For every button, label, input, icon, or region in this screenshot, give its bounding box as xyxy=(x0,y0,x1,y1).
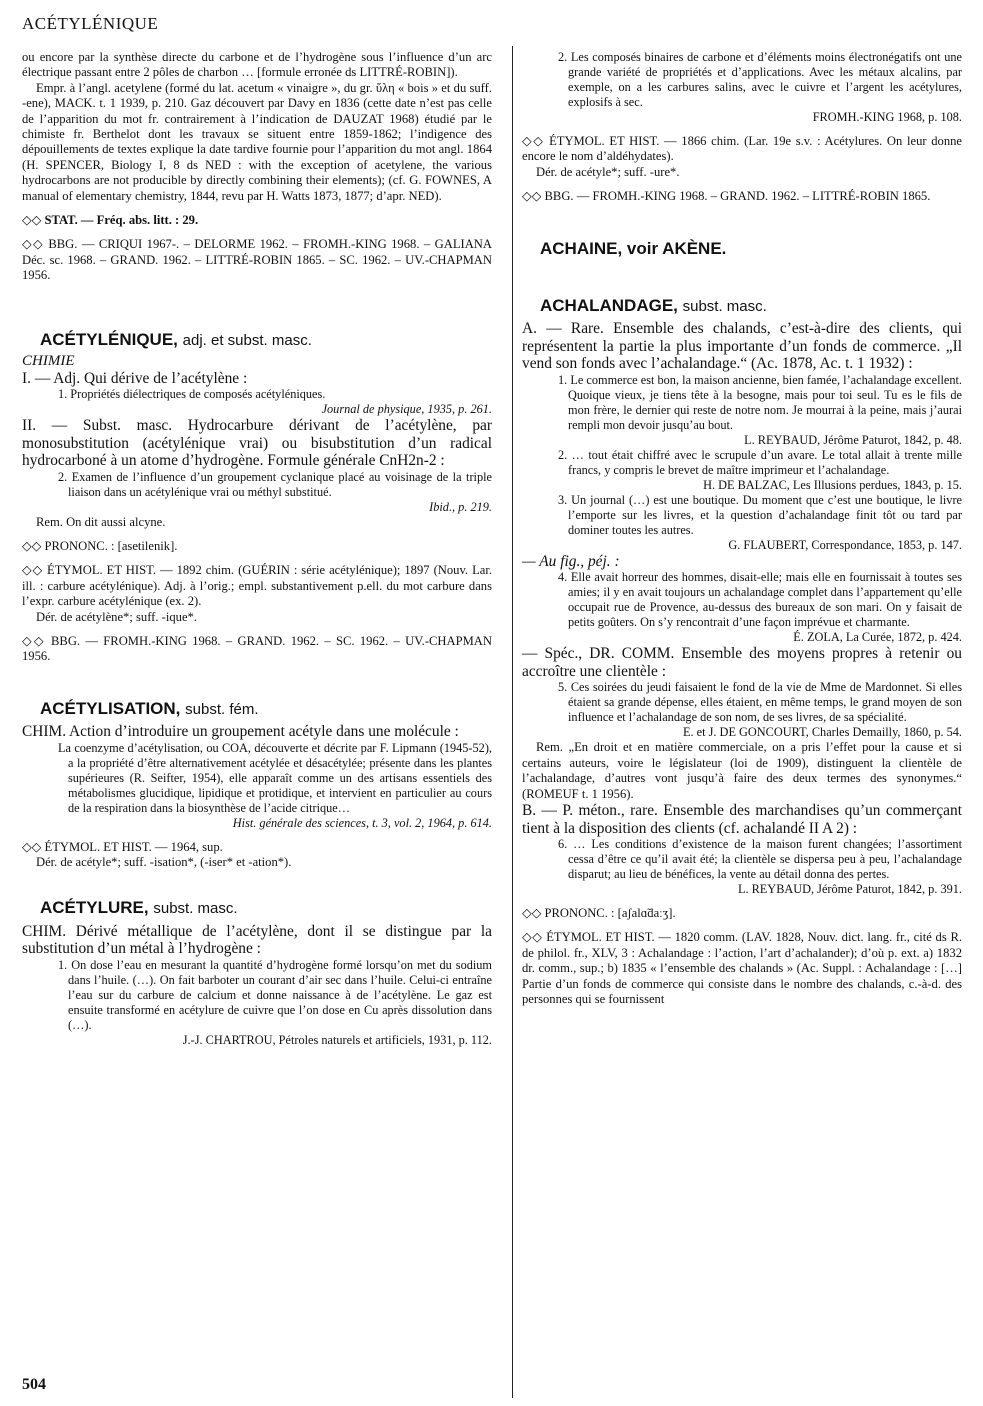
quote-5: 5. Ces soirées du jeudi faisaient le fond de la vie de Mme de Mardonnet. Si elles étaient sa grande dépense, elles étaient, en même temps, le grand moyen de son influence et l’achalandage de son nom, de ses livres, de sa spécialité. xyxy=(558,680,962,725)
derivation: Dér. de acétyle*; suff. -ure*. xyxy=(536,164,680,179)
quote-5-ref: E. et J. DE GONCOURT, Charles Demailly, 1860, p. 54. xyxy=(683,725,962,740)
figurative-label: — Au fig., péj. : xyxy=(522,552,620,570)
sense-1: I. — Adj. Qui dérive de l’acétylène : xyxy=(22,369,248,387)
page-number: 504 xyxy=(22,1376,46,1393)
headword-acetylenique: ACÉTYLÉNIQUE, adj. et subst. masc. xyxy=(40,329,312,349)
intro-stat: ◇◇ STAT. — Fréq. abs. litt. : 29. xyxy=(22,213,199,228)
quote-6: 6. … Les conditions d’existence de la maison furent changées; l’assortiment cessa d’être ce qu’il avait été; la clientèle se dispersa peu à peu, l’achalandage disparut; au lieu de bénéfices, la vente au détail donna des pertes. xyxy=(558,837,962,882)
headword-achalandage: ACHALANDAGE, subst. masc. xyxy=(540,296,767,316)
domain-label: CHIMIE xyxy=(22,353,75,370)
quote-1: 1. Le commerce est bon, la maison ancienne, bien famée, l’achalandage excellent. Quoique vieux, je tiens tête à la besogne, mais pour toi seul. Tu es le fils de mon frère, le dernier qui reste de notre nom. Je mourrai à la peine, mais j’aurai rempli mon devoir jusqu’au bout. xyxy=(558,372,962,432)
intro-text: ou encore par la synthèse directe du carbone et de l’hydrogène sous l’influence d’un arc électrique passant entre 2 pôles de charbon … [formule erronée ds LITTRÉ-ROBIN]). xyxy=(22,50,492,80)
etymology: ◇◇ ÉTYMOL. ET HIST. — 1866 chim. (Lar. 19e s.v. : Acétylures. On leur donne encore le nom d’aldéhydates). xyxy=(522,134,962,164)
quote-1-ref: Journal de physique, 1935, p. 261. xyxy=(321,402,492,416)
sense-2: II. — Subst. masc. Hydrocarbure dérivant de l’acétylène, par monosubstitution (acétylénique vrai) ou bisubstitution d’un radical hydrocarboné à un atome d’hydrogène. Formule générale CnH2n-2 : xyxy=(22,417,492,469)
quote-3-ref: G. FLAUBERT, Correspondance, 1853, p. 147. xyxy=(728,537,962,552)
column-divider xyxy=(512,46,513,1398)
quote-6-ref: L. REYBAUD, Jérôme Paturot, 1842, p. 391. xyxy=(737,882,962,897)
special-sense: — Spéc., DR. COMM. Ensemble des moyens propres à retenir ou accroître une clientèle : xyxy=(522,645,962,680)
remark: Rem. On dit aussi alcyne. xyxy=(36,514,166,529)
quote-2: 2. … tout était chiffré avec le scrupule d’un avare. Le total allait à trente mille francs, y compris le brevet de maître imprimeur et l’achalandage. xyxy=(558,447,962,477)
headword-achaine: ACHAINE, voir AKÈNE. xyxy=(540,238,727,258)
quote-1: 1. Propriétés diélectriques de composés acétyléniques. xyxy=(58,387,326,401)
right-column xyxy=(522,50,962,1008)
etymology: ◇◇ ÉTYMOL. ET HIST. — 1892 chim. (GUÉRIN : série acétylénique); 1897 (Nouv. Lar. ill. : carbure acétylénique). Adj. à l’orig.; empl. substantivement p.ell. du mot carbure dans l’expr. carbure acétylénique (ex. 2). xyxy=(22,563,492,609)
quote-2: 2. Examen de l’influence d’un groupement cyclanique placé au voisinage de la triple liaison dans un acétylénique vrai ou méthyl substitué. xyxy=(58,469,492,499)
quote-4: 4. Elle avait horreur des hommes, disait-elle; mais elle en fournissait à toutes ses amies; il y en avait toujours un achalandage complet dans l’appartement qu’elle occupait rue de Provence, au-dessus des bureaux de son mari. On y faisait de petits goûters. On s’y rencontrait d’une façon imprévue et charmante. xyxy=(558,570,962,630)
derivation: Dér. de acétyle*; suff. -isation*, (-iser* et -ation*). xyxy=(36,855,292,870)
quote-4-ref: É. ZOLA, La Curée, 1872, p. 424. xyxy=(793,630,962,645)
quote-2-ref: FROMH.-KING 1968, p. 108. xyxy=(812,110,962,124)
sense-b: B. — P. méton., rare. Ensemble des marchandises qu’un commerçant tient à la disposition des clients (cf. achalandé II A 2) : xyxy=(522,802,962,837)
sense-a: A. — Rare. Ensemble des chalands, c’est-à-dire des clients, qui représentent la partie la plus importante d’un fonds de commerce. „Il vend son fonds avec l’achalandage.“ (Ac. 1878, Ac. t. 1 1932) : xyxy=(522,320,962,373)
intro-bbg: ◇◇ BBG. — CRIQUI 1967-. – DELORME 1962. – FROMH.-KING 1968. – GALIANA Déc. sc. 1968. – GRAND. 1962. – LITTRÉ-ROBIN 1865. – SC. 1962. – UV.-CHAPMAN 1956. xyxy=(22,237,492,283)
headword-acetylisation: ACÉTYLISATION, subst. fém. xyxy=(40,698,259,718)
definition: CHIM. Dérivé métallique de l’acétylène, dont il se distingue par la substitution d’un métal à l’hydrogène : xyxy=(22,922,492,958)
bibliography: ◇◇ BBG. — FROMH.-KING 1968. – GRAND. 1962. – SC. 1962. – UV.-CHAPMAN 1956. xyxy=(22,633,492,664)
definition: CHIM. Action d’introduire un groupement acétyle dans une molécule : xyxy=(22,723,459,741)
quote: 1. On dose l’eau en mesurant la quantité d’hydrogène formé lorsqu’on met du sodium dans l’huile. (…). On fait barboter un courant d’air sec dans l’huile. Celui-ci entraîne l’eau sur du carbure de calcium et donne naissance à de l’acétylène. Le gaz est ensuite transformé en acétylure de cuivre que l’on dose en Cu après dissolution dans (…). xyxy=(58,957,492,1032)
derivation: Dér. de acétylène*; suff. -ique*. xyxy=(36,609,197,624)
bibliography: ◇◇ BBG. — FROMH.-KING 1968. – GRAND. 1962. – LITTRÉ-ROBIN 1865. xyxy=(522,189,931,204)
remark: Rem. „En droit et en matière commerciale, on a pris l’effet pour la cause et si certains auteurs, voire le législateur (loi de 1909), distinguent la clientèle de l’achalandage, d’autres vont jusqu’à faire des deux termes des synonymes.“ (ROMEUF t. 1 1956). xyxy=(522,740,962,801)
prononciation: ◇◇ PRONONC. : [aʃalɑ̃daːʒ]. xyxy=(522,906,676,921)
quote-2-ref: Ibid., p. 219. xyxy=(429,499,492,514)
quote: La coenzyme d’acétylisation, ou COA, découverte et décrite par F. Lipmann (1945-52), a la propriété d’être alternativement acétylée et désacétylée; présente dans les plantes supérieures (R. Seifter, 1954), elle apparaît comme un des artisans essentiels des métabolismes glucidique, lipidique et protidique, et intervient en particulier au cours de la respiration dans la biosynthèse de l’acide citrique… xyxy=(58,740,492,815)
prononciation: ◇◇ PRONONC. : [asetilenik]. xyxy=(22,538,178,553)
left-column xyxy=(22,50,492,1048)
headword-acetylure: ACÉTYLURE, subst. masc. xyxy=(40,898,238,918)
etymology: ◇◇ ÉTYMOL. ET HIST. — 1820 comm. (LAV. 1828, Nouv. dict. lang. fr., cité ds R. de philol. fr., XLV, 3 : Achalandage : l’action, l’art d’achalander); d’où p. ext. a) 1832 dr. comm., sup.; b) 1835 « l’ensemble des chalands » (Ac. Suppl. : Achalandage : […] Partie d’un fonds de commerce qui consiste dans le nombre des chalands, c.-à-d. des personnes qui se fournissent xyxy=(522,930,962,1007)
quote-ref: J.-J. CHARTROU, Pétroles naturels et artificiels, 1931, p. 112. xyxy=(182,1032,492,1047)
quote-2-ref: H. DE BALZAC, Les Illusions perdues, 1843, p. 15. xyxy=(703,477,962,492)
etymology: ◇◇ ÉTYMOL. ET HIST. — 1964, sup. xyxy=(22,839,223,854)
quote-2: 2. Les composés binaires de carbone et d’éléments moins électronégatifs ont une grande variété de propriétés et d’applications. Avec les métaux alcalins, par exemple, on a les carbures salins, avec le cuivre et l’argent les acétylures, explosifs à sec. xyxy=(558,50,962,109)
quote-ref: Hist. générale des sciences, t. 3, vol. 2, 1964, p. 614. xyxy=(232,815,492,830)
running-head: ACÉTYLÉNIQUE xyxy=(22,14,159,33)
intro-etymology: Empr. à l’angl. acetylene (formé du lat. acetum « vinaigre », du gr. ὕλη « bois » et du suff. -ene), MACK. t. 1 1939, p. 210. Gaz découvert par Davy en 1836 (cette date n’est pas celle de l’apparition du mot fr. contrairement à l’indication de DAUZAT 1968) étudié par le chimiste fr. Berthelot dont les travaux se situent entre 1859-1862; l’indigence des dépouillements de textes explique la date tardive fournie pour l’apparition du mot angl. 1864 (H. SPENCER, Biology I, 8 ds NED : with the exception of acetylene, the various hydrocarbons are not producible by directly combining their elements); (cf. G. FOWNES, A manual of elementary chemistry, 1844, revu par H. Watts 1873, 1877; d’apr. NED). xyxy=(22,80,492,203)
quote-1-ref: L. REYBAUD, Jérôme Paturot, 1842, p. 48. xyxy=(744,432,962,447)
quote-3: 3. Un journal (…) est une boutique. Du moment que c’est une boutique, le livre l’emporte sur les livres, et la question d’achalandage finit tôt ou tard par dominer toutes les autres. xyxy=(558,492,962,537)
